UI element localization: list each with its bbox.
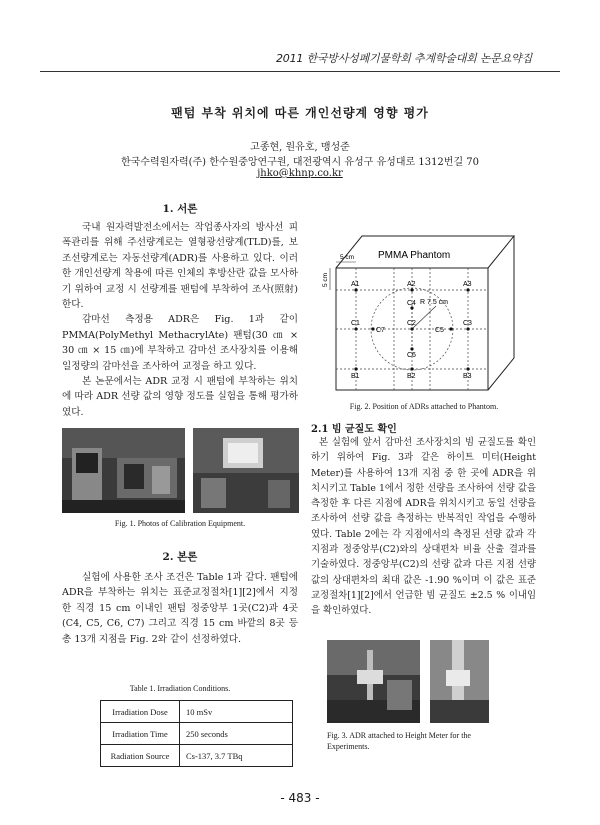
dim-top-label: 5 cm [340,254,355,261]
point-label: B3 [463,373,472,380]
irradiation-table [100,700,293,767]
table-cell-key: Radiation Source [101,745,180,767]
phantom-diagram [318,226,528,396]
intro-paragraph: 국내 원자력발전소에서는 작업종사자의 방사선 피폭관리를 위해 주선량계로는 열형광선량계(TLD)를, 보조선량계로는 자동선량계(ADR)를 사용하고 있다. 이러한 개인선량계 착용에 따른 인체의 후방산란 값을 모사하기 위하여 교정 시 선량계를 팬텀에 부착하여 조사(照射)한다. [62,222,298,311]
calibration-photo-left [62,428,185,513]
point-label: C3 [463,320,472,327]
point-label: A2 [407,281,416,288]
section-heading-intro: 1. 서론 [162,203,198,215]
intro-paragraph: 본 논문에서는 ADR 교정 시 팬텀에 부착하는 위치에 따라 ADR 선량 값의 영향 정도를 실험을 통해 평가하였다. [62,376,298,418]
height-meter-photo-right [430,640,489,723]
author-email[interactable]: jhko@khnp.co.kr [257,168,343,179]
phantom-label: PMMA Phantom [378,250,451,261]
header-rule [40,71,560,72]
authors: 고종현, 원유호, 맹성준 [250,142,350,153]
paper-title: 팬텀 부착 위치에 따른 개인선량계 영향 평가 [171,106,429,120]
height-meter-photo-left [327,640,420,723]
point-label: C2 [407,320,416,327]
point-label: C7 [376,327,385,334]
point-label: B1 [351,373,360,380]
table-cell-value: 10 mSv [180,701,293,723]
intro-body [62,220,298,420]
table-cell-value: 250 seconds [180,723,293,745]
radius-label: R 7.5 cm [420,299,449,306]
section-heading-body: 2. 본론 [162,551,198,563]
point-label: A1 [351,281,360,288]
point-label: A3 [463,281,472,288]
fig1-caption: Fig. 1. Photos of Calibration Equipment. [114,519,246,528]
point-label: B2 [407,373,416,380]
table-cell-key: Irradiation Dose [101,701,180,723]
table-row [101,723,293,745]
table-cell-key: Irradiation Time [101,723,180,745]
beam-uniformity-paragraph: 본 실험에 앞서 감마선 조사장치의 빔 균질도를 확인하기 위하여 Fig. 3과 같은 하이트 미터(Height Meter)를 사용하여 13개 지점 중 한 곳에 ADR을 위치시키고 Table 1에서 정한 선량을 조사하여 선량 값을 측정한 후 다른 지점에 ADR을 위치시키고 동일 선량을 조사하여 선량 값을 측정하는 반복적인 작업을 수행하였다. Table 2에는 각 지점에서의 측정된 선량 값과 각 지점과 정중앙부(C2)와의 상대편차 비율 산출 결과를 기술하였다. 정중앙부(C2)의 선량 값과 다른 지점 선량 값의 상대편차의 최대 값은 -1.90 %이며 이 값은 표준교정절차[1][2]에서 언급한 빔 균질도 ±2.5 % 이내임을 확인하였다. [311,437,536,617]
phantom-side-face [488,236,514,390]
fig3-caption: Fig. 3. ADR attached to Height Meter for the Experiments. [327,731,471,751]
dim-side-label: 5 cm [322,272,329,287]
table-row [101,745,293,767]
body-paragraph: 실험에 사용한 조사 조건은 Table 1과 같다. 팬텀에 ADR을 부착하는 위치는 표준교정절차[1][2]에서 지정한 직경 15 cm 이내인 팬텀 정중앙부 1곳(C2)과 4곳(C4, C5, C6, C7) 그리고 직경 15 cm 바깥의 8곳 등 총 13개 지점을 Fig. 2와 같이 선정하였다. [62,572,298,645]
point-label: C4 [407,300,416,307]
page-number: - 483 - [280,791,320,805]
point-label: C6 [407,352,416,359]
point-label: C1 [351,320,360,327]
proceedings-header: 2011 한국방사성폐기물학회 추계학술대회 논문요약집 [275,52,532,65]
section-heading-beam-uniformity: 2.1 빔 균질도 확인 [311,424,397,435]
calibration-photo-right [193,428,299,513]
affiliation: 한국수력원자력(주) 한수원중앙연구원, 대전광역시 유성구 유성대로 1312번길 70 [120,157,480,168]
table1-caption: Table 1. Irradiation Conditions. [129,684,231,693]
table-cell-value: Cs-137, 3.7 TBq [180,745,293,767]
point-label: C5 [435,327,444,334]
fig2-caption: Fig. 2. Position of ADRs attached to Phantom. [349,402,499,411]
table-row [101,701,293,723]
intro-paragraph: 감마선 측정용 ADR은 Fig. 1과 같이 PMMA(PolyMethyl MethacrylAte) 팬텀(30 ㎝ × 30 ㎝ × 15 ㎝)에 부착하고 감마선 조사장치를 이용해 일정량의 감마선을 조사하여 교정을 하고 있다. [62,314,298,372]
